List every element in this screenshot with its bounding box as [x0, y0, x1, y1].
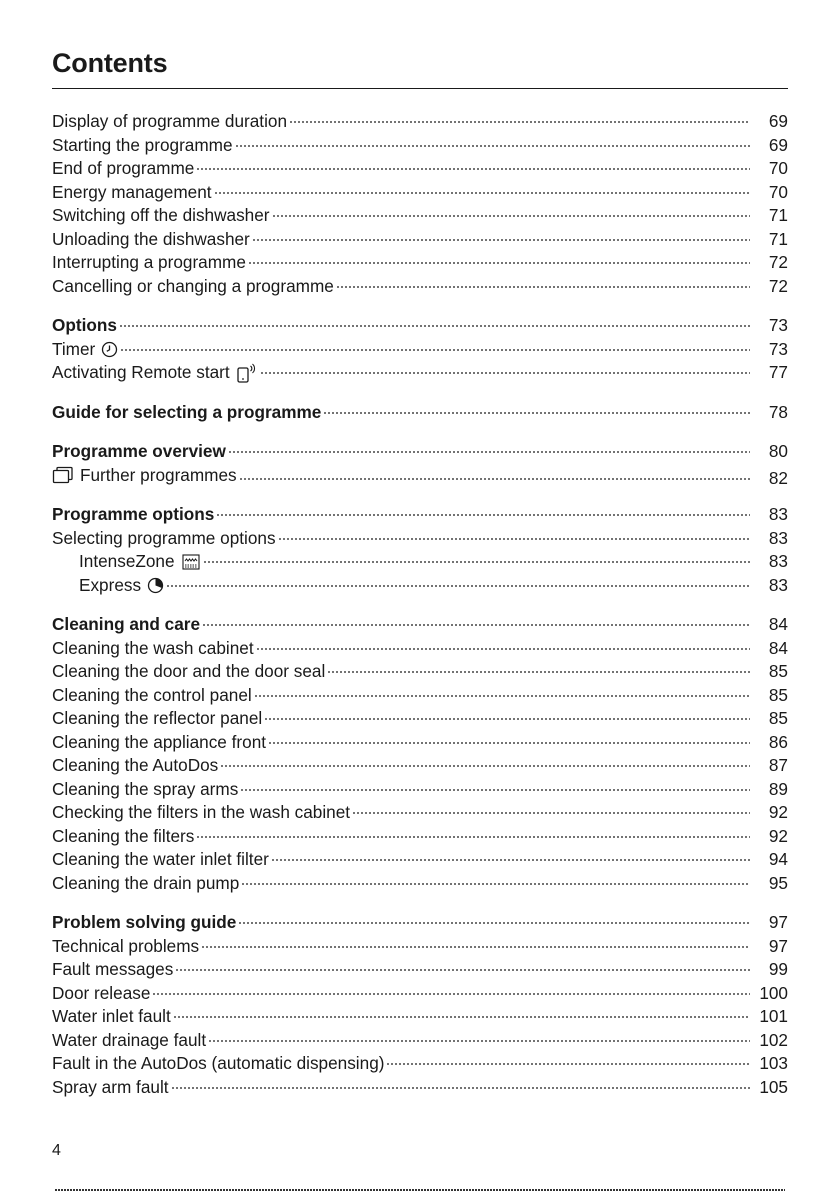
toc-entry-label — [52, 1029, 206, 1053]
dot-leader — [201, 946, 750, 948]
toc-entry-label — [52, 361, 258, 385]
toc-entry-text: Cancelling or changing a programme — [52, 275, 334, 296]
dot-leader — [203, 561, 750, 563]
toc-entry[interactable] — [52, 401, 788, 425]
toc-entry-text: Cleaning the reflector panel — [52, 708, 263, 728]
toc-page-number: 77 — [768, 362, 788, 382]
toc-entry-text: Programme overview — [52, 441, 226, 461]
toc-entry[interactable] — [52, 181, 788, 205]
toc-entry-text: IntenseZone — [79, 551, 175, 571]
dot-leader — [175, 969, 750, 971]
toc-entry-text: Unloading the dishwasher — [52, 228, 250, 249]
table-of-contents — [52, 110, 788, 1099]
toc-page-number: 71 — [768, 205, 788, 225]
toc-entry[interactable] — [52, 228, 788, 252]
toc-page-number: 85 — [768, 708, 788, 728]
toc-entry[interactable] — [52, 801, 788, 825]
dot-leader — [220, 765, 750, 767]
toc-entry-label — [52, 464, 237, 488]
toc-entry-label — [52, 527, 276, 551]
toc-entry-label — [52, 958, 173, 982]
toc-page-number: 70 — [768, 158, 788, 178]
toc-entry[interactable] — [52, 1005, 788, 1029]
toc-entry-label — [52, 1052, 384, 1076]
dot-leader — [336, 286, 750, 288]
dot-leader — [248, 262, 750, 264]
toc-page-number: 69 — [768, 134, 788, 155]
dot-leader — [214, 192, 750, 194]
toc-page-number: 86 — [768, 731, 788, 752]
toc-page-number: 70 — [768, 181, 788, 202]
dot-leader — [264, 718, 750, 720]
dot-leader — [272, 215, 750, 217]
dot-leader — [196, 168, 750, 170]
dot-leader — [260, 372, 750, 374]
dot-leader — [208, 1040, 750, 1042]
toc-entry[interactable] — [52, 251, 788, 275]
toc-page-number: 101 — [759, 1006, 788, 1026]
toc-entry-text: Cleaning the filters — [52, 825, 195, 846]
toc-entry-label — [52, 825, 194, 849]
toc-page-number: 94 — [768, 849, 788, 869]
toc-page-number: 78 — [768, 401, 788, 422]
toc-page-number: 85 — [768, 661, 788, 681]
intensezone-icon — [181, 553, 201, 571]
dot-leader — [289, 121, 750, 123]
dot-leader — [240, 789, 750, 791]
toc-entry[interactable] — [52, 848, 788, 872]
toc-entry-label — [52, 181, 212, 205]
dot-leader — [228, 451, 750, 453]
toc-entry-text: Options — [52, 315, 117, 335]
toc-page-number: 87 — [768, 755, 788, 775]
toc-entry-label — [52, 314, 117, 338]
toc-entry[interactable] — [52, 731, 788, 755]
toc-page-number: 100 — [759, 982, 788, 1003]
toc-entry-text: Further programmes — [80, 464, 237, 485]
toc-entry-label — [52, 935, 199, 959]
dot-leader — [119, 325, 750, 327]
toc-entry[interactable] — [52, 684, 788, 708]
toc-entry-text: Cleaning the appliance front — [52, 731, 267, 752]
toc-entry[interactable] — [52, 1052, 788, 1076]
toc-entry-label — [52, 1076, 169, 1100]
dot-leader — [152, 993, 750, 995]
dot-leader — [386, 1063, 750, 1065]
toc-entry[interactable] — [52, 338, 788, 362]
toc-page-number: 92 — [768, 802, 788, 822]
toc-entry-label — [52, 251, 246, 275]
toc-page-number: 71 — [768, 228, 788, 249]
toc-page-number: 80 — [768, 441, 788, 461]
toc-entry[interactable] — [52, 872, 788, 896]
toc-entry[interactable] — [52, 935, 788, 959]
toc-entry-text: Water drainage fault — [52, 1029, 207, 1050]
toc-entry-text: Starting the programme — [52, 134, 233, 155]
toc-page-number: 89 — [768, 778, 788, 799]
toc-entry[interactable] — [52, 314, 788, 338]
toc-page-number: 72 — [768, 275, 788, 296]
dot-leader — [202, 624, 750, 626]
toc-entry[interactable] — [52, 550, 788, 574]
toc-entry-text: Water inlet fault — [52, 1006, 171, 1026]
toc-entry[interactable] — [52, 660, 788, 684]
toc-entry[interactable] — [52, 134, 788, 158]
toc-entry-text: Fault messages — [52, 959, 174, 979]
dot-leader — [171, 1087, 750, 1089]
toc-entry-text: Cleaning the drain pump — [52, 872, 240, 893]
dot-leader — [196, 836, 750, 838]
toc-entry-label — [52, 574, 164, 598]
dot-leader — [238, 922, 750, 924]
toc-page-number: 97 — [768, 935, 788, 956]
toc-page-number: 84 — [768, 637, 788, 658]
toc-page-number: 82 — [768, 468, 788, 489]
toc-entry-text: Switching off the dishwasher — [52, 205, 270, 225]
dot-leader — [352, 812, 750, 814]
toc-entry-label — [52, 401, 321, 425]
toc-entry-text: Door release — [52, 982, 151, 1003]
toc-page-number: 83 — [768, 574, 788, 595]
toc-entry-text: Checking the filters in the wash cabinet — [52, 802, 351, 822]
toc-entry-text: Programme options — [52, 504, 215, 524]
toc-entry-label — [52, 684, 252, 708]
toc-entry[interactable] — [52, 754, 788, 778]
toc-entry-text: Fault in the AutoDos (automatic dispensing) — [52, 1053, 385, 1073]
toc-entry-text: Cleaning the wash cabinet — [52, 637, 254, 658]
toc-entry-label — [52, 338, 118, 362]
toc-entry-text: Technical problems — [52, 935, 200, 956]
toc-entry-text: Activating Remote start — [52, 362, 230, 382]
toc-entry-label — [52, 503, 214, 527]
dot-leader — [278, 538, 750, 540]
toc-entry[interactable] — [52, 527, 788, 551]
page-number: 4 — [52, 1142, 61, 1159]
toc-entry[interactable] — [52, 503, 788, 527]
toc-entry[interactable] — [52, 825, 788, 849]
toc-entry-text: Interrupting a programme — [52, 252, 246, 272]
toc-page-number: 73 — [768, 338, 788, 359]
toc-entry[interactable] — [52, 110, 788, 134]
toc-entry-label — [52, 613, 200, 637]
dot-leader — [256, 648, 750, 650]
toc-entry[interactable] — [52, 1076, 788, 1100]
toc-page-number: 83 — [768, 504, 788, 524]
toc-entry-label — [52, 440, 226, 464]
toc-entry-label — [52, 660, 325, 684]
toc-entry-text: Timer — [52, 338, 96, 359]
toc-page-number: 83 — [768, 527, 788, 548]
dot-leader — [271, 859, 750, 861]
toc-entry[interactable] — [52, 911, 788, 935]
title-divider — [52, 88, 788, 89]
toc-entry-label — [52, 228, 250, 252]
toc-page-number: 85 — [768, 684, 788, 705]
dot-leader — [166, 585, 750, 587]
toc-page-number: 105 — [759, 1076, 788, 1097]
toc-entry-label — [52, 110, 287, 134]
toc-entry-label — [52, 911, 236, 935]
toc-entry-text: Selecting programme options — [52, 527, 276, 548]
toc-page-number: 102 — [759, 1029, 788, 1050]
toc-entry-label — [52, 707, 262, 731]
toc-page-number: 95 — [768, 872, 788, 893]
bottom-divider — [55, 1189, 785, 1191]
toc-entry[interactable] — [52, 958, 788, 982]
further-programmes-icon — [52, 466, 74, 484]
toc-entry[interactable] — [52, 157, 788, 181]
toc-entry-label — [52, 872, 239, 896]
toc-entry-label — [52, 982, 150, 1006]
toc-entry-text: Cleaning the control panel — [52, 684, 252, 705]
toc-entry-text: Energy management — [52, 181, 212, 202]
toc-entry-text: Express — [79, 574, 142, 595]
dot-leader — [241, 883, 750, 885]
toc-entry-text: Problem solving guide — [52, 912, 237, 932]
toc-entry[interactable] — [52, 778, 788, 802]
toc-page-number: 84 — [768, 614, 788, 634]
toc-entry-text: Cleaning the door and the door seal — [52, 661, 326, 681]
toc-page-number: 72 — [768, 252, 788, 272]
toc-page-number: 83 — [768, 551, 788, 571]
dot-leader — [120, 349, 750, 351]
remote-start-icon — [236, 362, 258, 384]
toc-page-number: 92 — [768, 825, 788, 846]
dot-leader — [254, 695, 750, 697]
toc-entry[interactable] — [52, 707, 788, 731]
toc-entry-label — [52, 550, 201, 574]
toc-entry[interactable] — [52, 637, 788, 661]
dot-leader — [239, 478, 750, 480]
toc-entry[interactable] — [52, 361, 788, 385]
toc-page-number: 73 — [768, 315, 788, 335]
toc-entry[interactable] — [52, 613, 788, 637]
dot-leader — [268, 742, 750, 744]
dot-leader — [235, 145, 750, 147]
dot-leader — [216, 514, 750, 516]
toc-entry[interactable] — [52, 464, 788, 488]
toc-entry[interactable] — [52, 440, 788, 464]
toc-entry-label — [52, 1005, 171, 1029]
toc-entry-label — [52, 157, 194, 181]
toc-page-number: 69 — [768, 111, 788, 131]
toc-entry-text: Cleaning the water inlet filter — [52, 849, 269, 869]
toc-entry-label — [52, 204, 270, 228]
toc-entry-text: Spray arm fault — [52, 1076, 169, 1097]
clock-icon — [101, 341, 118, 358]
dot-leader — [327, 671, 750, 673]
toc-entry-text: Guide for selecting a programme — [52, 401, 322, 422]
toc-entry-label — [52, 134, 233, 158]
toc-entry-label — [52, 637, 254, 661]
dot-leader — [252, 239, 750, 241]
toc-entry-label — [52, 801, 350, 825]
dot-leader — [173, 1016, 750, 1018]
toc-page-number: 99 — [768, 959, 788, 979]
toc-entry-label — [52, 848, 269, 872]
toc-entry-text: Cleaning and care — [52, 614, 201, 634]
toc-entry[interactable] — [52, 204, 788, 228]
toc-page-number: 103 — [759, 1053, 788, 1073]
toc-entry-label — [52, 731, 266, 755]
express-icon — [147, 577, 164, 594]
dot-leader — [323, 412, 750, 414]
toc-entry[interactable] — [52, 574, 788, 598]
toc-page-number: 97 — [768, 912, 788, 932]
toc-entry-text: End of programme — [52, 158, 195, 178]
toc-entry-label — [52, 754, 218, 778]
toc-entry[interactable] — [52, 275, 788, 299]
toc-entry[interactable] — [52, 982, 788, 1006]
toc-entry[interactable] — [52, 1029, 788, 1053]
toc-entry-text: Cleaning the AutoDos — [52, 755, 219, 775]
toc-entry-text: Display of programme duration — [52, 111, 288, 131]
toc-entry-label — [52, 275, 334, 299]
page-title: Contents — [52, 48, 168, 78]
toc-entry-label — [52, 778, 238, 802]
toc-entry-text: Cleaning the spray arms — [52, 778, 239, 799]
